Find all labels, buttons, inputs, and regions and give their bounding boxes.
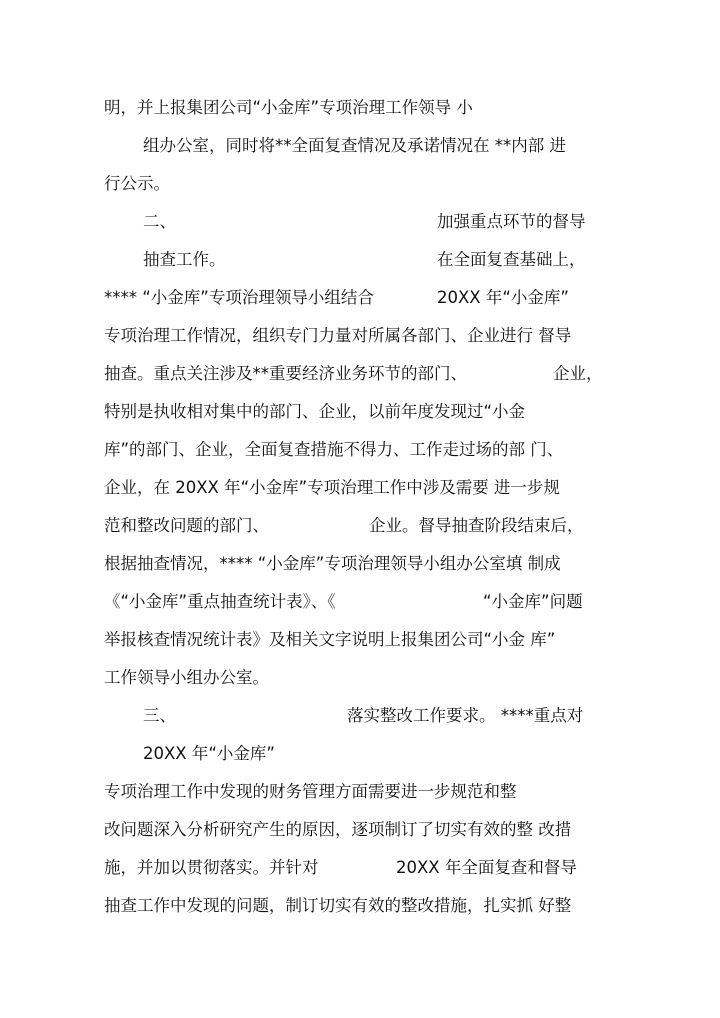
text-line: 企业，在 20XX 年“小金库”专项治理工作中涉及需要 进一步规 <box>104 478 560 497</box>
text-line: 专项治理工作情况，组织专门力量对所属各部门、企业进行 督导 <box>104 326 572 345</box>
section-number: 三、 <box>143 706 176 725</box>
text-line: 在全面复查基础上， <box>437 250 586 269</box>
text-line: 明，并上报集团公司“小金库”专项治理工作领导 小 <box>104 98 473 117</box>
text-line: 根据抽查情况，**** “小金库”专项治理领导小组办公室填 制成 <box>104 554 561 573</box>
text-line: 企业。督导抽查阶段结束后， <box>369 516 584 535</box>
text-line: 20XX 年“小金库” <box>437 288 569 307</box>
section-heading: 落实整改工作要求。 ****重点对 <box>347 706 584 725</box>
text-line: 库”的部门、企业，全面复查措施不得力、工作走过场的部 门、 <box>104 440 564 459</box>
text-line: 行公示。 <box>104 174 170 193</box>
text-line: 抽查工作中发现的问题，制订切实有效的整改措施，扎实抓 好整 <box>104 896 572 915</box>
text-line: 20XX 年“小金库” <box>143 744 275 763</box>
text-line: 范和整改问题的部门、 <box>104 516 269 535</box>
text-line: 举报核查情况统计表》及相关文字说明上报集团公司“小金 库” <box>104 630 556 649</box>
text-line: 施，并加以贯彻落实。并针对 <box>104 858 319 877</box>
text-line: 工作领导小组办公室。 <box>104 668 269 687</box>
text-line: **** “小金库”专项治理领导小组结合 <box>104 288 374 307</box>
text-line: 20XX 年全面复查和督导 <box>396 858 577 877</box>
text-line: 专项治理工作中发现的财务管理方面需要进一步规范和整 <box>104 782 517 801</box>
text-line: 企业， <box>553 364 603 383</box>
text-line: “小金库”问题 <box>483 592 583 611</box>
text-line: 抽查。重点关注涉及**重要经济业务环节的部门、 <box>104 364 467 383</box>
section-heading: 加强重点环节的督导 <box>437 212 586 231</box>
text-line: 《“小金库”重点抽查统计表》、《 <box>104 592 336 611</box>
text-line: 组办公室，同时将**全面复查情况及承诺情况在 **内部 进 <box>143 136 566 155</box>
text-line: 抽查工作。 <box>143 250 226 269</box>
text-line: 特别是执收相对集中的部门、企业，以前年度发现过“小金 <box>104 402 526 421</box>
section-number: 二、 <box>143 212 176 231</box>
text-line: 改问题深入分析研究产生的原因，逐项制订了切实有效的整 改措 <box>104 820 572 839</box>
